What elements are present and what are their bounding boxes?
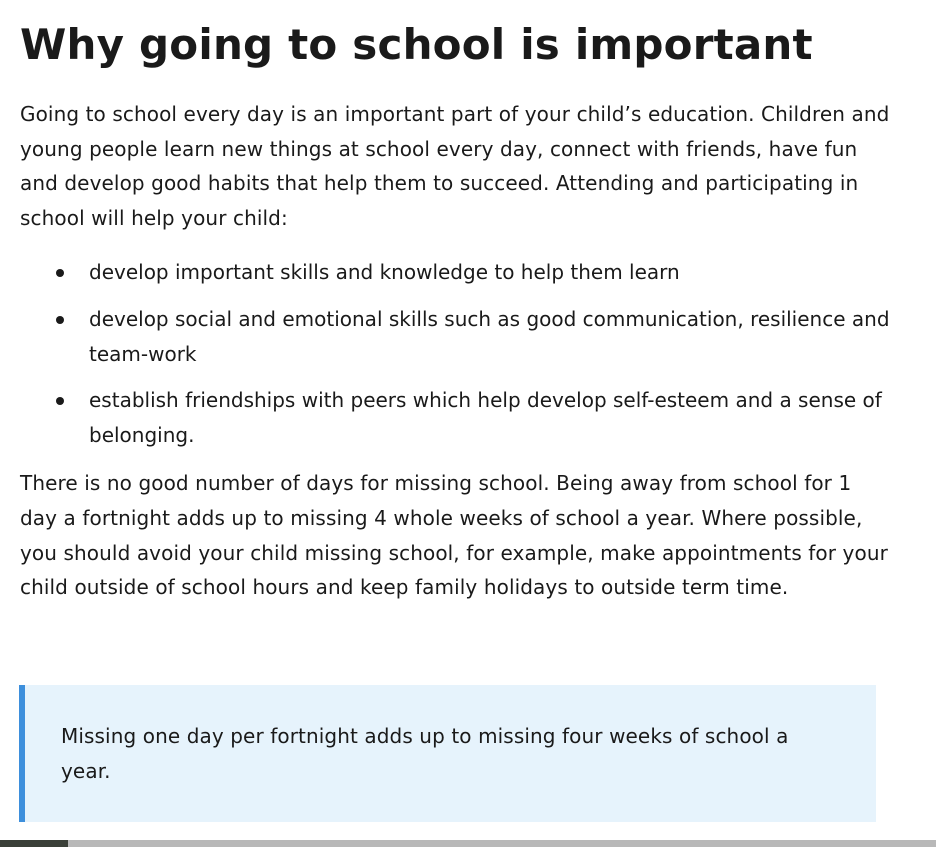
page-title: Why going to school is important — [20, 20, 813, 69]
article-content — [20, 18, 890, 605]
list-item-text: establish friendships with peers which help develop self-esteem and a sense of belonging. — [89, 388, 882, 447]
bullet-icon — [56, 269, 64, 277]
list-item-text: develop social and emotional skills such as good communication, resilience and team-work — [89, 306, 890, 366]
body-paragraph: There is no good number of days for missing school. Being away from school for 1 day a fortnight adds up to missing 4 whole weeks of school a year. Where possible, you should avoid your child missing school, for example, make appointments for your child outside of school hours and keep family holidays to outside term time. — [20, 471, 888, 600]
intro-paragraph: Going to school every day is an important part of your child’s education. Children and young people learn new things at school every day, connect with friends, have fun and develop good habits that help them to succeed. Attending and participating in school will help your child: — [20, 102, 890, 230]
bullet-icon — [56, 397, 64, 405]
callout-box — [19, 685, 876, 822]
list-item — [20, 302, 890, 371]
list-item — [20, 383, 890, 452]
list-item — [20, 255, 890, 290]
bottom-edge-strip — [0, 840, 936, 847]
bullet-icon — [56, 316, 64, 324]
benefits-list — [20, 255, 890, 452]
bottom-edge-dark-segment — [0, 840, 68, 847]
list-item-text: develop important skills and knowledge to help them learn — [89, 260, 680, 285]
callout-text: Missing one day per fortnight adds up to missing four weeks of school a year. — [61, 724, 789, 783]
